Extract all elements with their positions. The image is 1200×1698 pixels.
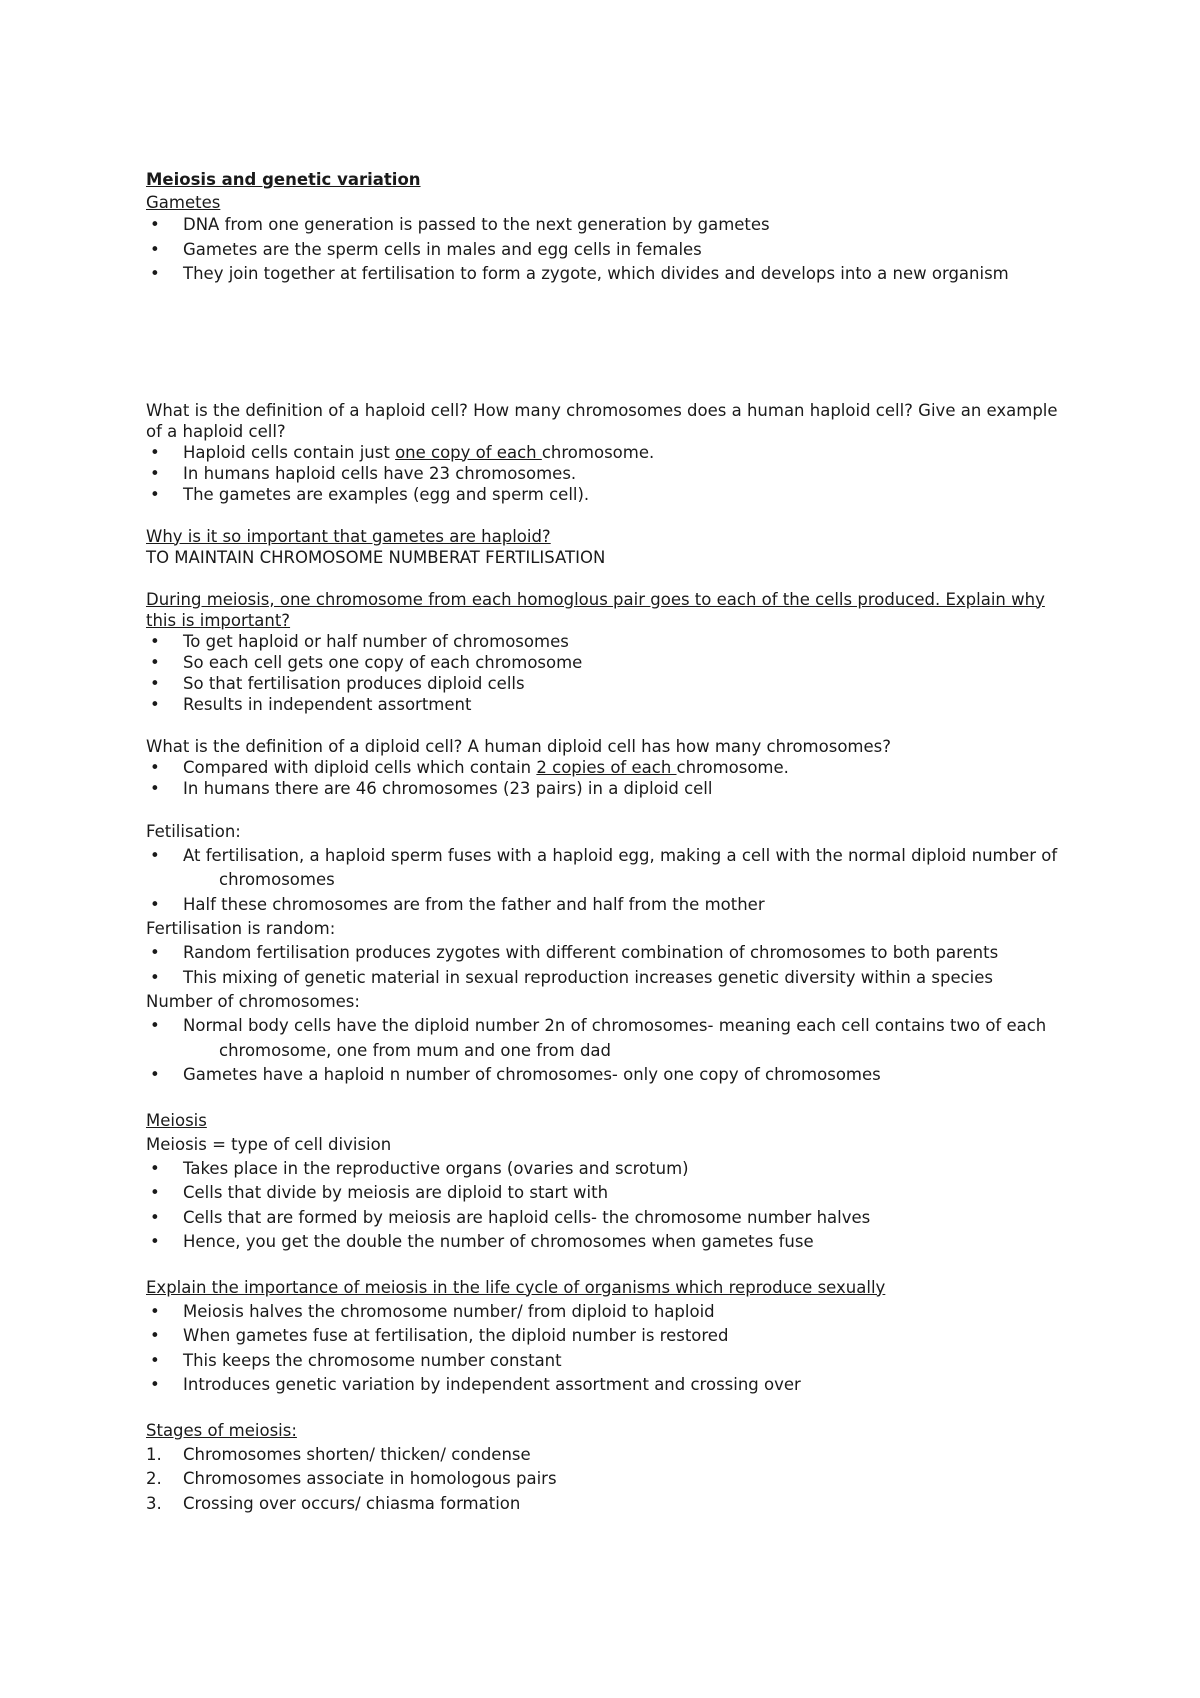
list-item: • Compared with diploid cells which contain 2 copies of each chromosome. bbox=[150, 757, 789, 777]
list-item: • Normal body cells have the diploid number 2n of chromosomes- meaning each cell contains two of each chromosome, one from mum and one from dad bbox=[150, 1016, 1047, 1060]
list-item: 1. Chromosomes shorten/ thicken/ condense bbox=[146, 1443, 1066, 1468]
list-item: • Random fertilisation produces zygotes with different combination of chromosomes to both parents bbox=[146, 941, 1066, 966]
bullet-marker: • bbox=[150, 694, 160, 714]
during-meiosis-list bbox=[146, 631, 1066, 715]
bullet-marker: • bbox=[150, 264, 160, 283]
number-heading: Number of chromosomes: bbox=[146, 992, 360, 1011]
document-title: Meiosis and genetic variation bbox=[146, 170, 421, 189]
spacer bbox=[146, 715, 1066, 736]
spacer bbox=[146, 568, 1066, 589]
spacer bbox=[146, 799, 1066, 820]
list-item: • To get haploid or half number of chromosomes bbox=[150, 631, 569, 651]
list-item: • So each cell gets one copy of each chromosome bbox=[150, 652, 583, 672]
fertilisation-list bbox=[146, 844, 1066, 918]
list-item: • This mixing of genetic material in sexual reproduction increases genetic diversity within a species bbox=[146, 966, 1066, 991]
bullet-marker: • bbox=[150, 1065, 160, 1084]
list-item: • When gametes fuse at fertilisation, the diploid number is restored bbox=[146, 1324, 1066, 1349]
list-item: • At fertilisation, a haploid sperm fuses with a haploid egg, making a cell with the normal diploid number of chromosomes bbox=[150, 845, 1058, 889]
list-item: • Hence, you get the double the number of chromosomes when gametes fuse bbox=[146, 1230, 1066, 1255]
document-body bbox=[146, 168, 1066, 1516]
bullet-marker: • bbox=[150, 1301, 160, 1321]
bullet-marker: • bbox=[150, 215, 160, 234]
list-item: • So that fertilisation produces diploid cells bbox=[150, 673, 525, 693]
list-item: • Results in independent assortment bbox=[150, 694, 472, 714]
during-meiosis-question: During meiosis, one chromosome from each homoglous pair goes to each of the cells produced. Explain why bbox=[146, 589, 1045, 609]
number-marker: 1. bbox=[146, 1444, 162, 1464]
list-item: • Takes place in the reproductive organs (ovaries and scrotum) bbox=[146, 1157, 1066, 1182]
bullet-marker: • bbox=[150, 943, 160, 962]
importance-question: Explain the importance of meiosis in the life cycle of organisms which reproduce sexually bbox=[146, 1277, 886, 1297]
spacer bbox=[146, 1398, 1066, 1419]
bullet-marker: • bbox=[150, 484, 160, 504]
spacer bbox=[146, 287, 1066, 400]
bullet-marker: • bbox=[150, 845, 160, 865]
list-item: • Meiosis halves the chromosome number/ from diploid to haploid bbox=[146, 1300, 1066, 1325]
why-haploid-question: Why is it so important that gametes are haploid? bbox=[146, 526, 551, 546]
list-item: • This keeps the chromosome number constant bbox=[146, 1349, 1066, 1374]
spacer bbox=[146, 505, 1066, 526]
haploid-list bbox=[146, 442, 1066, 505]
list-item: • Gametes have a haploid n number of chromosomes- only one copy of chromosomes bbox=[146, 1063, 1066, 1088]
spacer bbox=[146, 1088, 1066, 1109]
bullet-marker: • bbox=[150, 1016, 160, 1035]
random-heading: Fertilisation is random: bbox=[146, 919, 336, 938]
importance-list bbox=[146, 1300, 1066, 1398]
haploid-question: What is the definition of a haploid cell? How many chromosomes does a human haploid cell? Give an example bbox=[146, 400, 1058, 420]
meiosis-list bbox=[146, 1157, 1066, 1255]
why-haploid-answer: TO MAINTAIN CHROMOSOME NUMBERAT FERTILISATION bbox=[146, 547, 606, 567]
bullet-marker: • bbox=[150, 1350, 160, 1370]
haploid-question-cont: of a haploid cell? bbox=[146, 421, 286, 441]
list-item: • Cells that are formed by meiosis are haploid cells- the chromosome number halves bbox=[146, 1206, 1066, 1231]
gametes-list bbox=[146, 213, 1066, 287]
list-item: 2. Chromosomes associate in homologous pairs bbox=[146, 1467, 1066, 1492]
bullet-marker: • bbox=[150, 1326, 160, 1345]
number-marker: 2. bbox=[146, 1469, 162, 1488]
bullet-marker: • bbox=[150, 967, 160, 987]
bullet-marker: • bbox=[150, 239, 160, 259]
bullet-marker: • bbox=[150, 1207, 160, 1227]
list-item: • Haploid cells contain just one copy of each chromosome. bbox=[150, 442, 655, 462]
bullet-marker: • bbox=[150, 1183, 160, 1202]
random-list bbox=[146, 941, 1066, 990]
bullet-marker: • bbox=[150, 463, 160, 483]
bullet-marker: • bbox=[150, 1232, 160, 1251]
fertilisation-heading: Fetilisation: bbox=[146, 821, 241, 841]
list-item: • DNA from one generation is passed to the next generation by gametes bbox=[146, 213, 1066, 238]
list-item: • Cells that divide by meiosis are diploid to start with bbox=[146, 1181, 1066, 1206]
bullet-marker: • bbox=[150, 1158, 160, 1178]
spacer bbox=[146, 1255, 1066, 1276]
meiosis-definition: Meiosis = type of cell division bbox=[146, 1134, 392, 1154]
stages-list bbox=[146, 1443, 1066, 1517]
bullet-marker: • bbox=[150, 778, 160, 798]
list-item: • In humans there are 46 chromosomes (23 pairs) in a diploid cell bbox=[150, 778, 713, 798]
bullet-marker: • bbox=[150, 652, 160, 672]
bullet-marker: • bbox=[150, 631, 160, 651]
list-item: • In humans haploid cells have 23 chromosomes. bbox=[150, 463, 577, 483]
list-item: 3. Crossing over occurs/ chiasma formation bbox=[146, 1492, 1066, 1517]
bullet-marker: • bbox=[150, 673, 160, 693]
bullet-marker: • bbox=[150, 1375, 160, 1394]
bullet-marker: • bbox=[150, 894, 160, 914]
list-item: • They join together at fertilisation to form a zygote, which divides and develops into a new organism bbox=[146, 262, 1066, 287]
meiosis-heading: Meiosis bbox=[146, 1110, 207, 1130]
number-marker: 3. bbox=[146, 1493, 162, 1513]
during-meiosis-question-cont: this is important? bbox=[146, 610, 291, 630]
list-item: • Half these chromosomes are from the father and half from the mother bbox=[146, 893, 1066, 918]
bullet-marker: • bbox=[150, 757, 160, 777]
stages-heading: Stages of meiosis: bbox=[146, 1420, 297, 1440]
list-item: • Gametes are the sperm cells in males and egg cells in females bbox=[146, 238, 1066, 263]
diploid-question: What is the definition of a diploid cell? A human diploid cell has how many chromosomes? bbox=[146, 736, 891, 756]
diploid-list bbox=[146, 757, 1066, 799]
gametes-heading: Gametes bbox=[146, 193, 221, 212]
bullet-marker: • bbox=[150, 442, 160, 462]
list-item: • Introduces genetic variation by independent assortment and crossing over bbox=[146, 1373, 1066, 1398]
list-item: • The gametes are examples (egg and sperm cell). bbox=[150, 484, 590, 504]
number-list bbox=[146, 1014, 1066, 1088]
